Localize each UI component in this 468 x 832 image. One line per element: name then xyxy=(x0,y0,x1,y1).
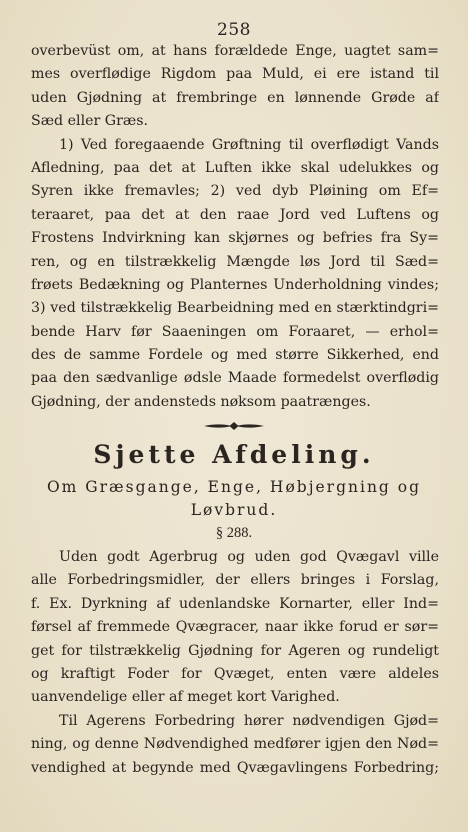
text-line: paa den sædvanlige ødsle Maade formedelst overflødig xyxy=(31,370,439,387)
text-line: Gjødning, der andensteds nøksom paatrænges. xyxy=(31,393,371,410)
text-line: Sæd eller Græs. xyxy=(31,113,149,130)
section-heading: Sjette Afdeling. xyxy=(93,440,375,469)
text-line: bende Harv før Saaeningen om Foraaret, — erhol= xyxy=(31,323,439,340)
text-line: 1) Ved foregaaende Grøftning til overflødigt Vands xyxy=(59,136,439,153)
text-line: uanvendelige eller af meget kort Varighed. xyxy=(31,689,340,706)
section-subtitle: Om Græsgange, Enge, Høbjergning og xyxy=(46,478,422,496)
paragraph-number: § 288. xyxy=(215,525,253,541)
ornament-rule-icon xyxy=(202,420,266,432)
text-line: des de samme Fordele og med større Sikkerhed, end xyxy=(31,347,439,364)
text-line: Frostens Indvirkning kan skjørnes og befries fra Sy= xyxy=(31,230,439,247)
text-line: vendighed at begynde med Qvægavlingens Forbedring; xyxy=(31,759,439,776)
text-line: førsel af fremmede Qvægracer, naar ikke forud er sør= xyxy=(31,619,439,636)
text-block-top xyxy=(31,40,439,414)
section-ornament xyxy=(0,420,468,432)
page-number: 258 xyxy=(217,20,251,40)
text-line: Uden godt Agerbrug og uden god Qvægavl ville xyxy=(59,549,439,565)
text-line: alle Forbedringsmidler, der ellers bringes i Forslag, xyxy=(31,572,439,589)
text-line: overbevüst om, at hans forældede Enge, uagtet sam= xyxy=(31,43,439,59)
text-line: Afledning, paa det at Luften ikke skal udelukkes og xyxy=(31,159,439,176)
text-line: Til Agerens Forbedring hører nødvendigen Gjød= xyxy=(59,712,439,729)
text-line: og kraftigt Foder for Qvæget, enten være aldeles xyxy=(31,665,439,682)
text-line: get for tilstrækkelig Gjødning for Ageren og rundeligt xyxy=(31,642,439,659)
text-block-bottom xyxy=(31,546,439,780)
text-line: frøets Bedækning og Planternes Underholdning vindes; xyxy=(31,276,439,293)
text-line: mes overflødige Rigdom paa Muld, ei ere istand til xyxy=(31,66,439,83)
text-line: f. Ex. Dyrkning af udenlandske Kornarter, eller Ind= xyxy=(31,595,439,612)
text-line: ren, og en tilstrækkelig Mængde løs Jord til Sæd= xyxy=(31,253,439,270)
section-subtitle: Løvbrud. xyxy=(190,501,278,519)
text-line: Syren ikke fremavles; 2) ved dyb Pløining om Ef= xyxy=(31,183,439,200)
text-line: 3) ved tilstrækkelig Bearbeidning med en stærktindgri= xyxy=(31,300,439,317)
text-line: ning, og denne Nødvendighed medfører igjen den Nød= xyxy=(31,736,439,753)
text-line: uden Gjødning at frembringe en lønnende Grøde af xyxy=(31,89,439,106)
text-line: teraaret, paa det at den raae Jord ved Luftens og xyxy=(31,206,439,223)
